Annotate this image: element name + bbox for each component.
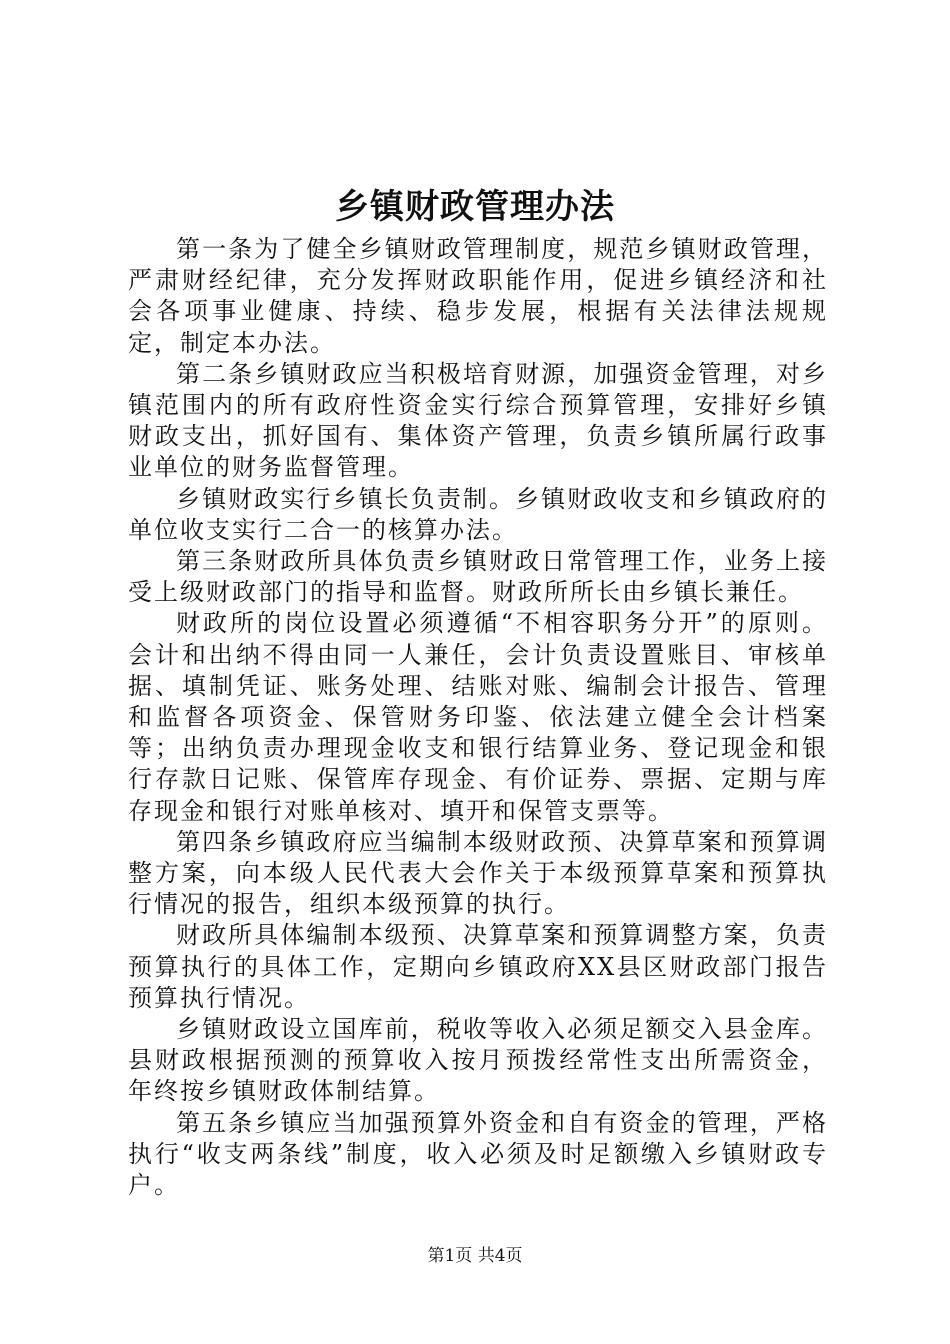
paragraph-article-4-cont-2: 乡镇财政设立国库前，税收等收入必须足额交入县金库。县财政根据预测的预算收入按月预拨经常性支出所需资金，年终按乡镇财政体制结算。 <box>128 1015 828 1106</box>
paragraph-article-2-cont: 乡镇财政实行乡镇长负责制。乡镇财政收支和乡镇政府的单位收支实行二合一的核算办法。 <box>128 484 828 544</box>
paragraph-article-3: 第三条财政所具体负责乡镇财政日常管理工作，业务上接受上级财政部门的指导和监督。财政所所长由乡镇长兼任。 <box>128 547 828 607</box>
document-body <box>128 234 828 1201</box>
paragraph-article-5: 第五条乡镇应当加强预算外资金和自有资金的管理，严格执行“收支两条线”制度，收入必须及时足额缴入乡镇财政专户。 <box>128 1108 828 1200</box>
paragraph-article-3-cont: 财政所的岗位设置必须遵循“不相容职务分开”的原则。会计和出纳不得由同一人兼任，会计负责设置账目、审核单据、填制凭证、账务处理、结账对账、编制会计报告、管理和监督各项资金、保管财务印鉴、依法建立健全会计档案等；出纳负责办理现金收支和银行结算业务、登记现金和银行存款日记账、保管库存现金、有价证券、票据、定期与库存现金和银行对账单核对、填开和保管支票等。 <box>128 609 828 825</box>
paragraph-article-4-cont: 财政所具体编制本级预、决算草案和预算调整方案，负责预算执行的具体工作，定期向乡镇政府XX县区财政部门报告预算执行情况。 <box>128 921 828 1012</box>
page-number-footer: 第1页 共4页 <box>427 1246 523 1266</box>
paragraph-article-2: 第二条乡镇财政应当积极培育财源，加强资金管理，对乡镇范围内的所有政府性资金实行综合预算管理，安排好乡镇财政支出，抓好国有、集体资产管理，负责乡镇所属行政事业单位的财务监督管理。 <box>128 359 828 482</box>
document-title: 乡镇财政管理办法 <box>335 187 615 227</box>
paragraph-article-4: 第四条乡镇政府应当编制本级财政预、决算草案和预算调整方案，向本级人民代表大会作关于本级预算草案和预算执行情况的报告，组织本级预算的执行。 <box>128 827 828 919</box>
paragraph-article-1: 第一条为了健全乡镇财政管理制度，规范乡镇财政管理，严肃财经纪律，充分发挥财政职能作用，促进乡镇经济和社会各项事业健康、持续、稳步发展，根据有关法律法规规定，制定本办法。 <box>128 235 828 357</box>
